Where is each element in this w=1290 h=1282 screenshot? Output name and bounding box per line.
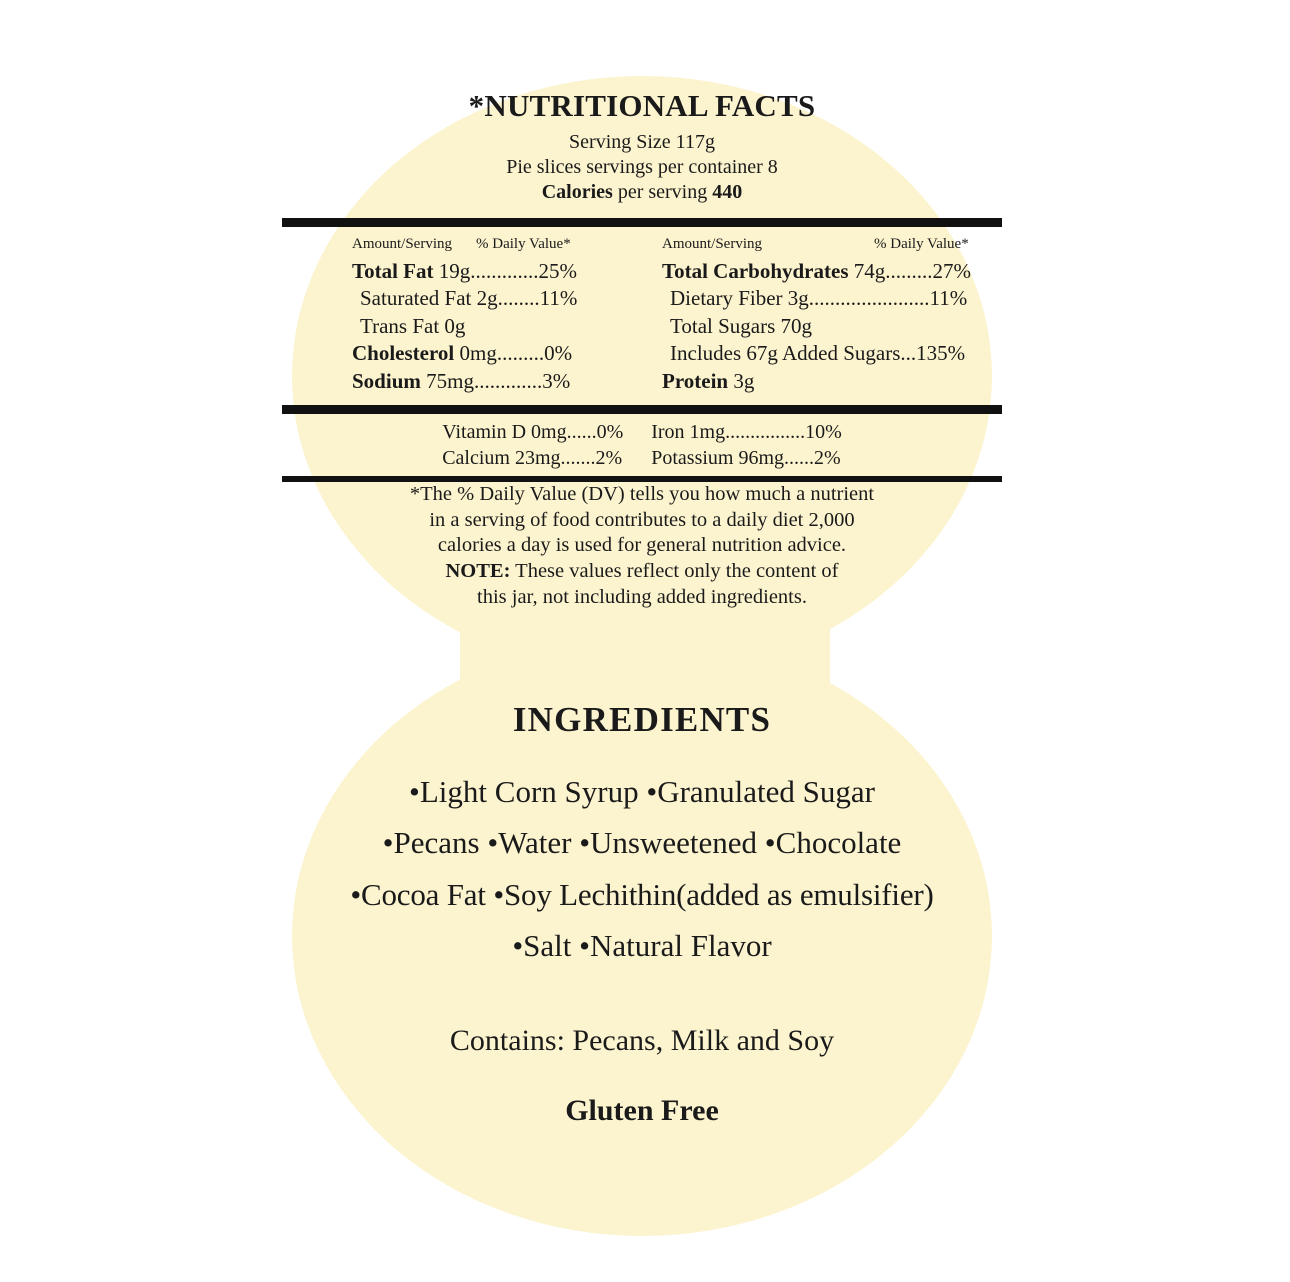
calories-label: Calories [541, 181, 613, 204]
calories-text: per serving [612, 181, 713, 204]
calories-row [282, 180, 1002, 205]
divider-thick-top [282, 218, 1002, 227]
nutrient-row [662, 258, 1002, 286]
nutrient-value: 0g [439, 313, 466, 338]
vitamin-row: Iron 1mg................10% [651, 421, 842, 444]
ingredient-line: •Pecans •Water •Unsweetened •Chocolate [382, 825, 902, 861]
amount-per-serving-label-left: Amount/Serving [352, 235, 452, 252]
divider-thick-middle [282, 405, 1002, 414]
amount-per-serving-label-right: Amount/Serving [662, 235, 762, 252]
nutrient-name: Saturated Fat [360, 286, 472, 311]
nutrient-value: 3g.......................11% [782, 286, 968, 311]
allergen-contains: Contains: Pecans, Milk and Soy [449, 1023, 835, 1057]
nutrient-row [662, 285, 1002, 313]
nutrient-value: 70g [775, 313, 813, 338]
vitamin-row: Vitamin D 0mg......0% [442, 421, 624, 444]
nutrient-row [662, 313, 1002, 341]
nutrient-name: Total Sugars [670, 313, 776, 338]
ingredient-line: •Cocoa Fat •Soy Lechithin(added as emulsifier) [350, 876, 934, 912]
note-label: NOTE: [445, 559, 511, 582]
serving-size: Serving Size 117g [569, 131, 715, 153]
nutrient-name: Includes [670, 341, 742, 366]
ingredients-title: INGREDIENTS [512, 700, 772, 739]
nutrient-value: 0mg.........0% [454, 341, 573, 366]
nutrient-row [352, 340, 642, 368]
nutrient-row [662, 340, 1002, 368]
nutrient-name: Total Carbohydrates [662, 258, 849, 283]
note-text: These values reflect only the content of [510, 559, 839, 582]
nutrient-name: Protein [662, 368, 729, 393]
nutrient-value: 74g.........27% [848, 258, 971, 283]
vitamin-column-right [651, 420, 842, 471]
nutrient-columns [282, 227, 1002, 400]
nutrient-row [352, 313, 642, 341]
nutrient-name: Cholesterol [352, 341, 455, 366]
nutrition-facts-title: *NUTRITIONAL FACTS [468, 88, 816, 123]
note-line: this jar, not including added ingredients. [477, 585, 807, 608]
vitamin-row: Calcium 23mg.......2% [442, 446, 623, 469]
nutrient-name: Dietary Fiber [670, 286, 783, 311]
nutrition-facts-panel [282, 88, 1002, 482]
nutrient-row [352, 285, 642, 313]
nutrient-value: 2g........11% [471, 286, 578, 311]
calories-value: 440 [712, 181, 743, 204]
footnote-line: in a serving of food contributes to a daily diet 2,000 [429, 508, 855, 531]
note-line [282, 559, 1002, 585]
footnote-line: *The % Daily Value (DV) tells you how much a nutrient [409, 483, 875, 505]
column-header-right [662, 236, 1002, 253]
nutrient-value: 19g.............25% [433, 258, 577, 283]
footnote-line: calories a day is used for general nutrition advice. [437, 534, 847, 557]
nutrient-value: 75mg.............3% [420, 368, 571, 393]
daily-value-label-right: % Daily Value* [874, 235, 969, 252]
nutrient-name: Total Fat [352, 258, 434, 283]
vitamin-section [282, 414, 1002, 471]
vitamin-column-left [442, 420, 623, 471]
daily-value-footnote [282, 482, 1002, 610]
serving-info [282, 130, 1002, 206]
nutrient-row [662, 368, 1002, 396]
nutrient-name: Trans Fat [360, 313, 440, 338]
nutrient-value: 3g [728, 368, 755, 393]
vitamin-row: Potassium 96mg......2% [651, 446, 841, 469]
ingredient-line: •Light Corn Syrup •Granulated Sugar [409, 774, 875, 809]
ingredient-line: •Salt •Natural Flavor [512, 928, 772, 964]
servings-per-container: Pie slices servings per container 8 [506, 156, 778, 179]
gluten-free-badge: Gluten Free [565, 1093, 719, 1127]
column-header-left [352, 236, 642, 253]
nutrient-value: 67g Added Sugars...135% [741, 341, 966, 366]
nutrient-row [352, 258, 642, 286]
ingredients-panel [292, 700, 992, 1128]
nutrient-row [352, 368, 642, 396]
nutrient-column-right [642, 236, 1002, 396]
nutrient-column-left [282, 236, 642, 396]
nutrient-name: Sodium [352, 368, 421, 393]
daily-value-label-left: % Daily Value* [476, 235, 571, 252]
